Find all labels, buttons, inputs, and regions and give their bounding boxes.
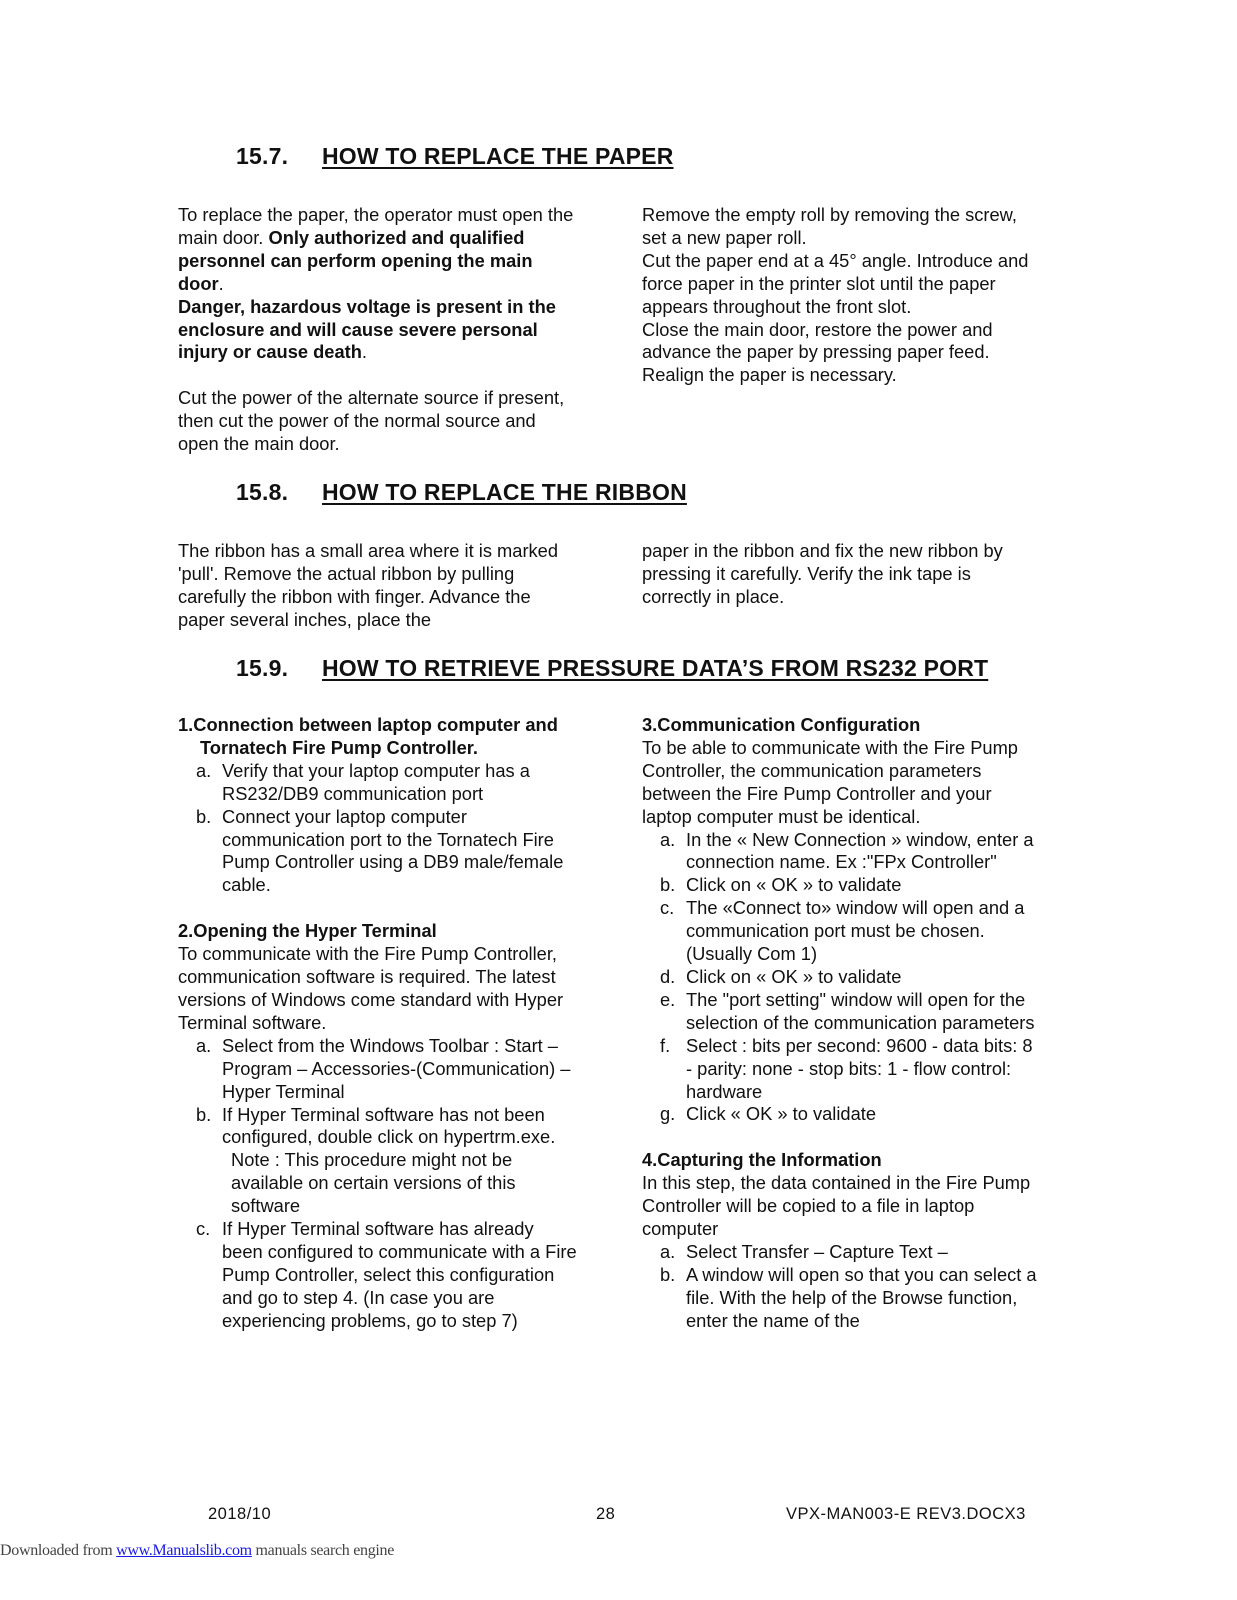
note-text: Note : This procedure might not be available on certain versions of this software (231, 1149, 516, 1217)
list-item (642, 1035, 1042, 1104)
danger-warning: Danger, hazardous voltage is present in the enclosure and will cause severe personal injury or cause death (178, 295, 556, 363)
section-heading-15-7 (236, 143, 674, 170)
item-text: Click « OK » to validate (686, 1103, 877, 1125)
list-item (642, 989, 1042, 1035)
item-label: b. (660, 1263, 676, 1285)
list-item (178, 760, 578, 806)
item-label: b. (196, 1103, 212, 1125)
item-label: a. (196, 759, 212, 781)
section-title: HOW TO RETRIEVE PRESSURE DATA’S FROM RS232 PORT (322, 655, 989, 681)
list-item (178, 1218, 578, 1333)
section-number: 15.9. (236, 655, 289, 681)
step2-title: 2.Opening the Hyper Terminal (178, 920, 437, 942)
period: . (361, 341, 367, 363)
item-label: b. (196, 805, 212, 827)
item-text: Select Transfer – Capture Text – (686, 1240, 948, 1262)
ribbon-right-text: paper in the ribbon and fix the new ribbon by pressing it carefully. Verify the ink tape is correctly in place. (642, 540, 1003, 607)
remove-roll-text: Remove the empty roll by removing the screw, set a new paper roll. (642, 204, 1017, 248)
close-door-text: Close the main door, restore the power and advance the paper by pressing paper feed. (642, 318, 993, 363)
step3-title: 3.Communication Configuration (642, 714, 921, 735)
cut-power-paragraph: Cut the power of the alternate source if present, then cut the power of the normal source and open the main door. (178, 387, 565, 455)
paper-left-column (178, 204, 578, 456)
period: . (218, 272, 224, 294)
download-suffix: manuals search engine (251, 1542, 395, 1559)
section-title: HOW TO REPLACE THE PAPER (322, 143, 674, 169)
item-label: e. (660, 988, 676, 1010)
item-label: d. (660, 965, 676, 987)
section-heading-15-8 (236, 479, 687, 506)
item-text: Click on « OK » to validate (686, 874, 902, 896)
cut-paper-text: Cut the paper end at a 45° angle. Introduce and force paper in the printer slot until the paper appears throughout the front slot. (642, 249, 1029, 317)
download-credit (0, 1542, 394, 1560)
realign-text: Realign the paper is necessary. (642, 364, 897, 386)
list-item (642, 1103, 1042, 1126)
ribbon-right-column (642, 540, 1042, 609)
list-item (178, 1104, 578, 1150)
step4-intro: In this step, the data contained in the Fire Pump Controller will be copied to a file in laptop computer (642, 1172, 1031, 1240)
step4-title: 4.Capturing the Information (642, 1149, 882, 1171)
download-prefix: Downloaded from (0, 1542, 117, 1559)
step2-intro: To communicate with the Fire Pump Controller, communication software is required. The latest versions of Windows come standard with Hyper Terminal software. (178, 943, 564, 1033)
section-heading-15-9 (236, 655, 988, 682)
item-text: The "port setting" window will open for the selection of the communication parameters (686, 988, 1035, 1033)
item-label: b. (660, 874, 676, 896)
item-label: c. (196, 1218, 211, 1240)
ribbon-left-text: The ribbon has a small area where it is marked 'pull'. Remove the actual ribbon by pulling carefully the ribbon with finger. Advance the paper several inches, place the (178, 540, 559, 630)
item-text: Connect your laptop computer communication port to the Tornatech Fire Pump Controller using a DB9 male/female cable. (222, 805, 564, 896)
paper-intro-text: To replace the paper, the operator must open the main door. (178, 204, 574, 248)
footer-page-number: 28 (596, 1505, 616, 1523)
section-number: 15.7. (236, 143, 289, 169)
item-text: Select from the Windows Toolbar : Start – Program – Accessories-(Communication) – Hyper Terminal (222, 1034, 571, 1102)
section-number: 15.8. (236, 479, 289, 505)
item-label: f. (660, 1034, 671, 1056)
paper-warning-paragraph (178, 204, 578, 364)
ribbon-left-column (178, 540, 578, 632)
rs232-right-column (642, 714, 1042, 1333)
footer-date: 2018/10 (208, 1505, 272, 1523)
item-label: c. (660, 897, 675, 919)
list-item (642, 829, 1042, 875)
step3-intro: To be able to communicate with the Fire Pump Controller, the communication parameters between the Fire Pump Controller and your laptop computer must be identical. (642, 736, 1018, 827)
item-label: a. (660, 828, 676, 850)
rs232-left-column (178, 714, 578, 1333)
item-text: If Hyper Terminal software has already been configured to communicate with a Fire Pump Controller, select this configuration and go to step 4. (In case you are experiencing problems, go to step 7) (222, 1218, 577, 1331)
list-item (178, 1035, 578, 1104)
item-text: If Hyper Terminal software has not been configured, double click on hypertrm.exe. (222, 1103, 556, 1148)
list-item (642, 1264, 1042, 1333)
step1-title: 1.Connection between laptop computer and Tornatech Fire Pump Controller. (178, 714, 558, 758)
item-label: a. (196, 1034, 212, 1056)
item-label: g. (660, 1103, 676, 1125)
item-label: a. (660, 1240, 676, 1262)
item-text: Click on « OK » to validate (686, 965, 902, 987)
list-item (642, 966, 1042, 989)
paper-right-column (642, 204, 1042, 387)
item-text: The «Connect to» window will open and a communication port must be chosen. (Usually Com 1) (686, 897, 1025, 965)
item-text: A window will open so that you can select a file. With the help of the Browse function, enter the name of the (686, 1263, 1037, 1331)
list-item (178, 806, 578, 898)
manualslib-link[interactable]: www.Manualslib.com (116, 1542, 252, 1559)
item-text: Verify that your laptop computer has a RS232/DB9 communication port (222, 759, 530, 804)
list-item (642, 897, 1042, 966)
item-text: In the « New Connection » window, enter a connection name. Ex :"FPx Controller" (686, 828, 1034, 873)
list-item (642, 1241, 1042, 1264)
authorized-personnel-warning: Only authorized and qualified personnel can perform opening the main door (178, 226, 533, 294)
section-title: HOW TO REPLACE THE RIBBON (322, 479, 687, 505)
item-text: Select : bits per second: 9600 - data bits: 8 - parity: none - stop bits: 1 - flow control: hardware (686, 1034, 1033, 1102)
list-item (642, 874, 1042, 897)
footer-doc-id: VPX-MAN003-E REV3.DOCX3 (786, 1505, 1026, 1523)
